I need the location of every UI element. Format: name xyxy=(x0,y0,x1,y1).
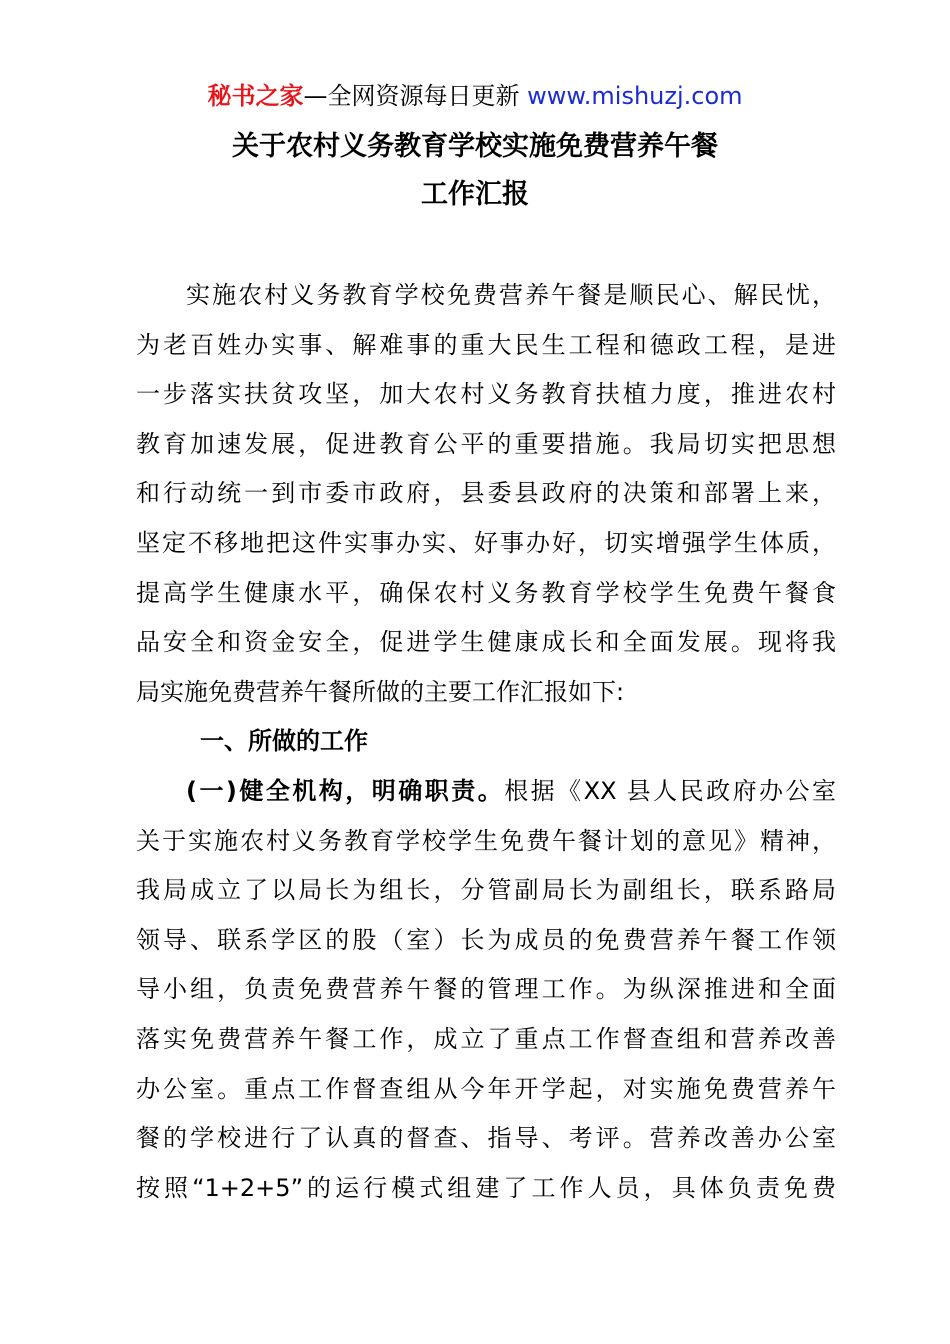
subsection-first-line xyxy=(136,767,836,817)
subsection-label: (一)健全机构，明确职责。 xyxy=(186,776,505,805)
intro-line: 提高学生健康水平，确保农村义务教育学校学生免费午餐食 xyxy=(136,578,836,607)
section-heading: 一、所做的工作 xyxy=(200,727,368,756)
intro-line: 局实施免费营养午餐所做的主要工作汇报如下: xyxy=(136,677,625,706)
document-title-line-1: 关于农村义务教育学校实施免费营养午餐 xyxy=(232,131,718,162)
subsection-line: 餐的学校进行了认真的督查、指导、考评。营养改善办公室 xyxy=(136,1124,836,1153)
banner-tagline: —全网资源每日更新 xyxy=(303,82,520,110)
intro-line: 实施农村义务教育学校免费营养午餐是顺民心、解民忧， xyxy=(186,281,836,309)
intro-line: 坚定不移地把这件实事办实、好事办好，切实增强学生体质， xyxy=(136,528,836,557)
subsection-line: 领导、联系学区的股（室）长为成员的免费营养午餐工作领 xyxy=(136,925,836,954)
subsection-first-line-text: 根据《XX 县人民政府办公室 xyxy=(504,776,837,805)
document-body xyxy=(136,271,836,1213)
intro-line: 为老百姓办实事、解难事的重大民生工程和德政工程，是进 xyxy=(136,330,836,359)
subsection-line: 导小组，负责免费营养午餐的管理工作。为纵深推进和全面 xyxy=(136,975,836,1004)
subsection-line: 办公室。重点工作督查组从今年开学起，对实施免费营养午 xyxy=(136,1074,836,1103)
intro-line: 和行动统一到市委市政府，县委县政府的决策和部署上来， xyxy=(136,479,836,508)
subsection-line: 落实免费营养午餐工作，成立了重点工作督查组和营养改善 xyxy=(136,1024,836,1053)
subsection-line: 按照“1+2+5”的运行模式组建了工作人员，具体负责免费 xyxy=(136,1173,836,1202)
intro-line: 一步落实扶贫攻坚，加大农村义务教育扶植力度，推进农村 xyxy=(136,380,836,409)
intro-line: 品安全和资金安全，促进学生健康成长和全面发展。现将我 xyxy=(136,628,836,657)
subsection-line: 我局成立了以局长为组长，分管副局长为副组长，联系路局 xyxy=(136,876,836,905)
intro-line: 教育加速发展，促进教育公平的重要措施。我局切实把思想 xyxy=(136,429,836,458)
brand-name: 秘书之家 xyxy=(207,82,304,110)
site-url-link[interactable]: www.mishuzj.com xyxy=(527,82,743,110)
document-title-line-2: 工作汇报 xyxy=(421,179,529,210)
subsection-line: 关于实施农村义务教育学校学生免费午餐计划的意见》精神， xyxy=(136,826,836,855)
site-banner xyxy=(0,80,950,112)
